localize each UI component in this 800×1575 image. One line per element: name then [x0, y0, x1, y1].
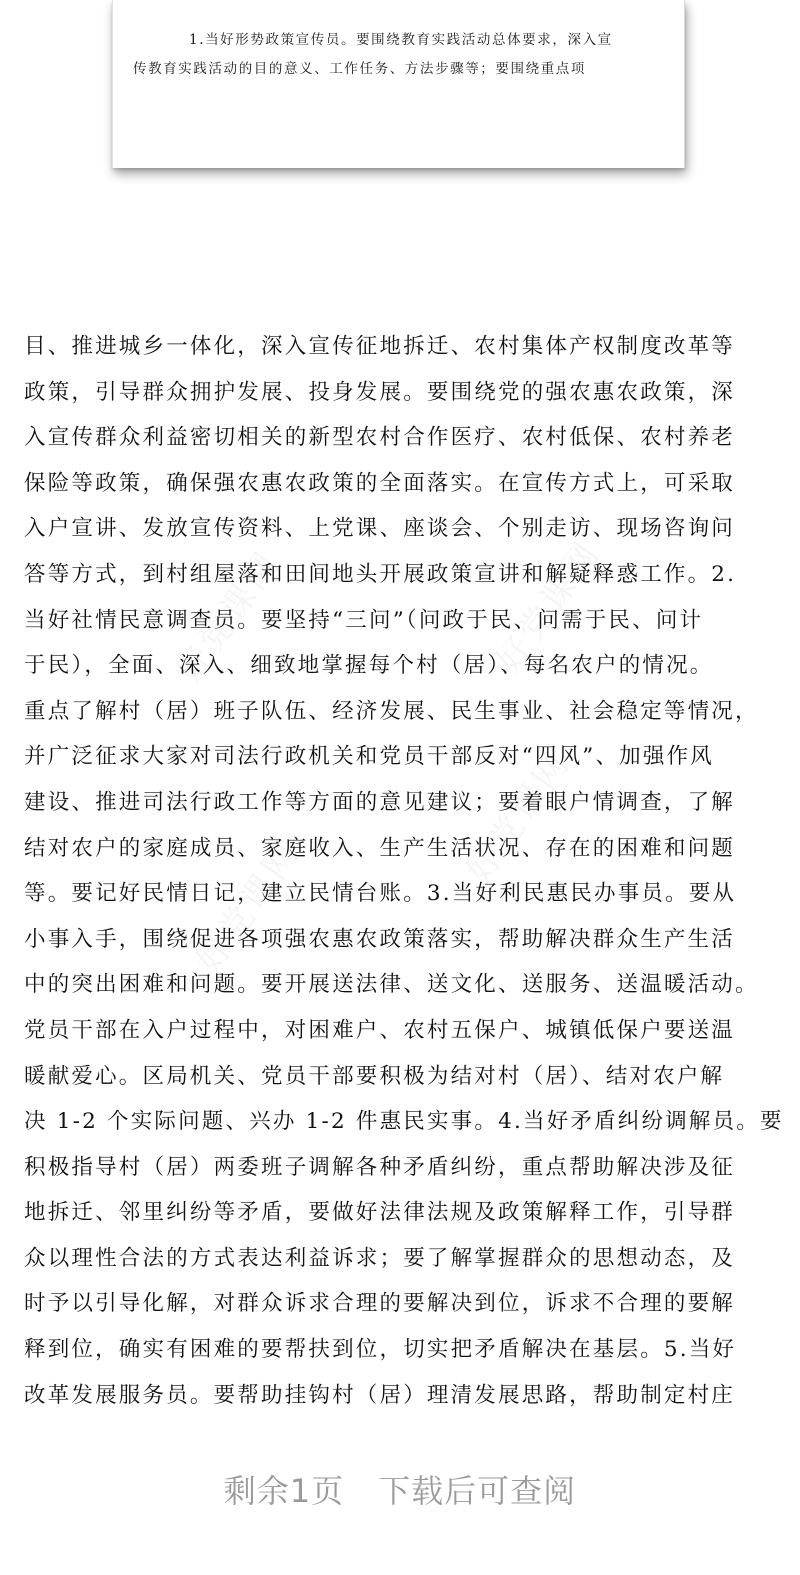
document-line: 保险等政策，确保强农惠农政策的全面落实。在宣传方式上，可采取 — [24, 470, 736, 496]
watermark: 好党课网 — [168, 542, 289, 691]
document-line: 入宣传群众利益密切相关的新型农村合作医疗、农村低保、农村养老 — [24, 425, 736, 451]
document-line: 众以理性合法的方式表达利益诉求；要了解掌握群众的思想动态，及 — [24, 1245, 736, 1271]
document-line: 决 1-2 个实际问题、兴办 1-2 件惠民实事。4.当好矛盾纠纷调解员。要 — [24, 1109, 784, 1135]
document-line: 时予以引导化解，对群众诉求合理的要解决到位，诉求不合理的要解 — [24, 1291, 736, 1317]
remaining-pages-banner[interactable] — [0, 1466, 800, 1512]
document-line: 中的突出困难和问题。要开展送法律、送文化、送服务、送温暖活动。 — [24, 972, 759, 998]
document-line: 结对农户的家庭成员、家庭收入、生产生活状况、存在的困难和问题 — [24, 835, 736, 861]
document-line: 小事入手，围绕促进各项强农惠农政策落实，帮助解决群众生产生活 — [24, 926, 736, 952]
document-line: 政策，引导群众拥护发展、投身发展。要围绕党的强农惠农政策，深 — [24, 379, 736, 405]
previous-page-preview-card — [112, 0, 685, 168]
document-line: 改革发展服务员。要帮助挂钩村（居）理清发展思路，帮助制定村庄 — [24, 1382, 736, 1408]
document-line: 重点了解村（居）班子队伍、经济发展、民生事业、社会稳定等情况， — [24, 698, 759, 724]
document-line: 答等方式，到村组屋落和田间地头开展政策宣讲和解疑释惑工作。2. — [24, 561, 737, 587]
document-line: 地拆迁、邻里纠纷等矛盾，要做好法律法规及政策解释工作，引导群 — [24, 1200, 736, 1226]
document-line: 释到位，确实有困难的要帮扶到位，切实把矛盾解决在基层。5.当好 — [24, 1337, 737, 1363]
preview-card-line: 传教育实践活动的目的意义、工作任务、方法步骤等；要围绕重点项 — [133, 61, 586, 77]
preview-card-line: 1.当好形势政策宣传员。要围绕教育实践活动总体要求，深入宣 — [189, 32, 613, 48]
watermark: 好党课网 — [188, 832, 309, 981]
document-line: 并广泛征求大家对司法行政机关和党员干部反对“四风”、加强作风 — [24, 744, 714, 770]
download-hint-label: 下载后可查阅 — [378, 1472, 577, 1510]
document-line: 建设、推进司法行政工作等方面的意见建议；要着眼户情调查，了解 — [24, 789, 736, 815]
document-line: 当好社情民意调查员。要坚持“三问”（问政于民、问需于民、问计 — [24, 607, 704, 633]
document-line: 等。要记好民情日记，建立民情台账。3.当好利民惠民办事员。要从 — [24, 881, 737, 907]
document-line: 于民），全面、深入、细致地掌握每个村（居）、每名农户的情况。 — [24, 653, 714, 679]
document-line: 积极指导村（居）两委班子调解各种矛盾纠纷，重点帮助解决涉及征 — [24, 1154, 736, 1180]
document-line: 党员干部在入户过程中，对困难户、农村五保户、城镇低保户要送温 — [24, 1017, 736, 1043]
document-line: 入户宣讲、发放宣传资料、上党课、座谈会、个别走访、现场咨询问 — [24, 516, 736, 542]
document-line: 目、推进城乡一体化，深入宣传征地拆迁、农村集体产权制度改革等 — [24, 334, 736, 359]
watermark: 好党课网 — [488, 532, 609, 681]
remaining-pages-label: 剩余1页 — [223, 1472, 345, 1510]
document-line: 暖献爱心。区局机关、党员干部要积极为结对村（居）、结对农户解 — [24, 1063, 725, 1089]
document-body — [24, 324, 784, 1418]
watermark: 好党课网 — [458, 742, 579, 891]
